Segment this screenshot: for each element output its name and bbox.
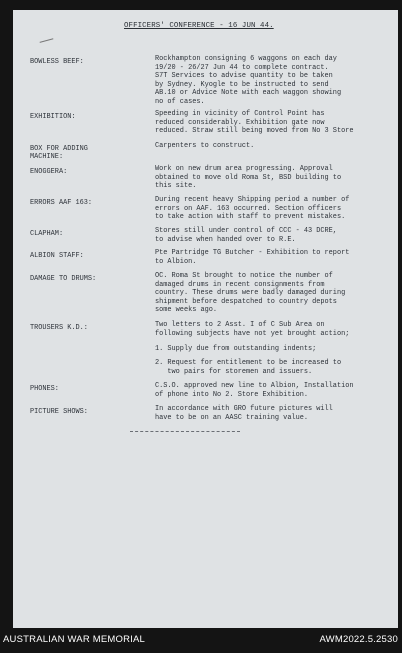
item-text-trousers-point-2: 2. Request for entitlement to be increased to two pairs for storemen and issuers. <box>155 359 342 376</box>
end-separator <box>130 431 240 432</box>
item-label-albion-staff: ALBION STAFF: <box>30 252 84 260</box>
item-label-clapham: CLAPHAM: <box>30 230 64 238</box>
footer-accession-number: AWM2022.5.2530 <box>319 634 398 645</box>
footer-source: AUSTRALIAN WAR MEMORIAL <box>3 634 146 645</box>
item-text-trousers: Two letters to 2 Asst. I of C Sub Area on following subjects have not yet brought action; <box>155 321 350 338</box>
item-text-box-adding-machine: Carpenters to construct. <box>155 142 255 150</box>
item-label-damage-drums: DAMAGE TO DRUMS: <box>30 275 97 283</box>
item-text-picture-shows: In accordance with GRO future pictures will have to be on an AASC training value. <box>155 405 333 422</box>
conference-title: OFFICERS' CONFERENCE - 16 JUN 44. <box>124 22 274 30</box>
item-text-enoggera: Work on new drum area progressing. Approval obtained to move old Roma St, BSD building to this site. <box>155 165 342 191</box>
item-label-boneless-beef: BOWLESS BEEF: <box>30 58 84 66</box>
item-text-phones: C.S.O. approved new line to Albion, Installation of phone into No 2. Store Exhibition. <box>155 382 354 399</box>
item-label-picture-shows: PICTURE SHOWS: <box>30 408 88 416</box>
item-label-exhibition: EXHIBITION: <box>30 113 76 121</box>
item-label-trousers: TROUSERS K.D.: <box>30 324 88 332</box>
item-text-boneless-beef: Rockhampton consigning 6 waggons on each day 19/20 - 26/27 Jun 44 to complete contract. S7T Services to advise quantity to be taken by Sydney. Kyogle to be instructed to send AB.10 or Advice Note with each waggon showing no of cases. <box>155 55 342 106</box>
item-text-errors-aaf: During recent heavy Shipping period a number of errors on AAF. 163 occurred. Section officers to take action with staff to prevent mistakes. <box>155 196 350 222</box>
item-text-damage-drums: OC. Roma St brought to notice the number of damaged drums in recent consignments from country. These drums were badly damaged during shipment before despatched to country depots some weeks ago. <box>155 272 346 315</box>
item-label-phones: PHONES: <box>30 385 59 393</box>
item-text-trousers-point-1: 1. Supply due from outstanding indents; <box>155 345 317 353</box>
footer-bar <box>0 628 402 653</box>
item-label-box-adding-machine: BOX FOR ADDING MACHINE: <box>30 145 88 161</box>
item-text-clapham: Stores still under control of CCC - 43 DCRE, to advise when handed over to R.E. <box>155 227 337 244</box>
item-label-enoggera: ENOGGERA: <box>30 168 68 176</box>
item-text-exhibition: Speeding in vicinity of Control Point has reduced considerably. Exhibition gate now reduced. Straw still being moved from No 3 Store <box>155 110 354 136</box>
item-text-albion-staff: Pte Partridge TG Butcher - Exhibition to report to Albion. <box>155 249 350 266</box>
item-label-errors-aaf: ERRORS AAF 163: <box>30 199 93 207</box>
